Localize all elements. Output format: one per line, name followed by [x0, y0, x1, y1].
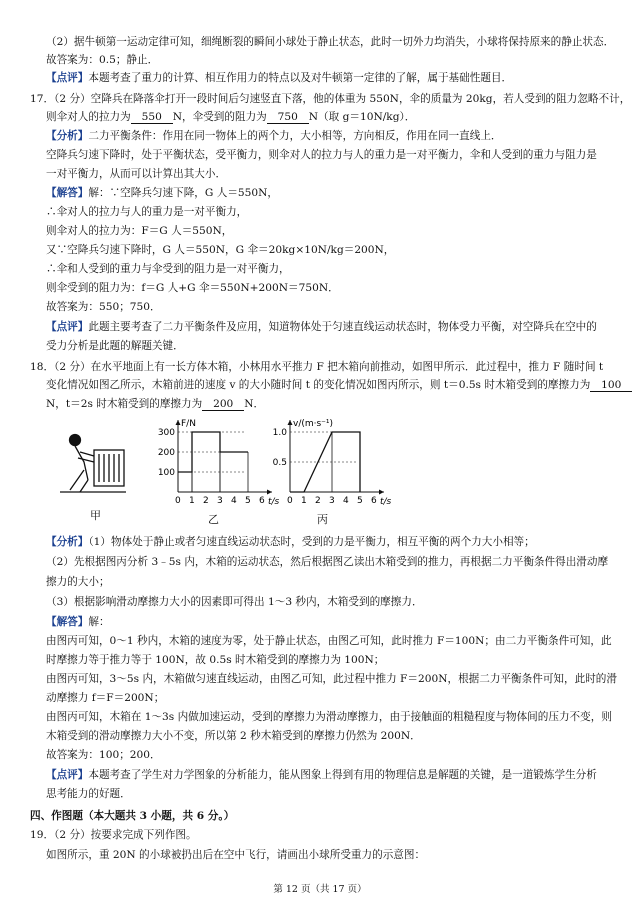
box-slats: [99, 454, 119, 482]
q18-jieda-6: 木箱受到的滑动摩擦力大小不变，所以第 2 秒木箱受到的摩擦力仍然为 200N．: [46, 730, 421, 742]
q17-jieda-5: ∴伞和人受到的重力与伞受到的阻力是一对平衡力，: [46, 263, 290, 275]
q16-answer: 故答案为：0.5；静止．: [46, 54, 159, 66]
data-series-line: [178, 432, 248, 472]
q17-comment-1: 【点评】此题主要考查了二力平衡条件及应用，知道物体处于匀速直线运动状态时，物体受力平衡，对空降兵在空中的: [46, 321, 597, 333]
y-axis-arrow: [288, 420, 293, 425]
figure-jia-label: 甲: [90, 509, 101, 522]
figure-bing-label: 丙: [317, 513, 328, 526]
y-axis-label: F/N: [181, 419, 196, 429]
person-body: [75, 446, 88, 480]
y-axis-label: v/(m·s⁻¹): [293, 419, 334, 429]
q17-blank-1: 550: [131, 111, 173, 124]
x-tick-label: 1: [189, 496, 195, 506]
q18-jieda-0: 【解答】解：: [46, 616, 110, 628]
figure-yi-label: 乙: [208, 513, 219, 526]
x-tick-label: 2: [315, 496, 321, 506]
y-tick-label: 100: [157, 468, 175, 478]
q18-fenxi-2: （2）先根据图丙分析 3﹣5s 内，木箱的运动状态，然后根据图乙读出木箱受到的推力，再根据二力平衡条件得出滑动摩: [46, 556, 609, 568]
q17-comment-2: 受力分析是此题的解题关键．: [46, 340, 184, 352]
q17-stem-line1: 17．（2 分）空降兵在降落伞打开一段时间后匀速竖直下落，他的体重为 550N，伞的质量为 20kg，若人受到的阻力忽略不计，: [30, 93, 631, 105]
q18-fenxi-1: 【分析】（1）物体处于静止或者匀速直线运动状态时，受到的力是平衡力，相互平衡的两个力大小相等；: [46, 536, 535, 548]
q18-answer: 故答案为：100；200．: [46, 749, 161, 761]
data-series-line: [290, 432, 360, 492]
q18-jieda-3: 由图丙可知，3～5s 内，木箱做匀速直线运动，由图乙可知，此过程中推力 F＝200N，根据二力平衡条件可知，此时的滑: [46, 673, 617, 685]
y-tick-label: 200: [157, 448, 175, 458]
x-axis-label: t/s: [380, 497, 392, 507]
q16-comment: 【点评】本题考查了重力的计算、相互作用力的特点以及对牛顿第一定律的了解，属于基础性题目．: [46, 72, 513, 84]
figure-jia-push-box: [58, 432, 128, 500]
x-tick-label: 3: [329, 496, 335, 506]
person-arms: [78, 452, 94, 462]
x-axis-arrow: [379, 490, 384, 495]
q18-stem-line2: 变化情况如图乙所示，木箱前进的速度 v 的大小随时间 t 的变化情况如图丙所示，则 t＝0.5s 时木箱受到的摩擦力为 100: [46, 378, 632, 392]
x-tick-label: 6: [371, 496, 377, 506]
page-footer: 第 12 页（共 17 页）: [273, 884, 367, 895]
q17-jieda-2: ∴伞对人的拉力与人的重力是一对平衡力，: [46, 206, 248, 218]
section-4-heading: 四、作图题（本大题共 3 小题，共 6 分。）: [30, 810, 235, 822]
q18-stem-line3: N，t＝2s 时木箱受到的摩擦力为 200 N．: [46, 398, 265, 410]
q17-stem-line2: 则伞对人的拉力为 550 N，伞受到的阻力为 750 N（取 g＝10N/kg）．: [46, 111, 416, 123]
q18-blank-1: 100: [590, 379, 632, 392]
x-tick-label: 0: [287, 496, 293, 506]
x-tick-label: 3: [217, 496, 223, 506]
q17-jieda-4: 又∵空降兵匀速下降时，G 人＝550N，G 伞＝20kg×10N/kg＝200N，: [46, 244, 395, 256]
q17-jieda-1: 【解答】解：∵空降兵匀速下降，G 人＝550N，: [46, 187, 279, 199]
q17-fenxi-2: 空降兵匀速下降时，处于平衡状态，受平衡力，则伞对人的拉力与人的重力是一对平衡力，伞和人受到的重力与阻力是: [46, 149, 597, 161]
q17-jieda-6: 则伞受到的阻力为：f＝G 人+G 伞＝550N+200N＝750N．: [46, 282, 339, 294]
person-legs: [70, 470, 88, 492]
x-tick-label: 5: [357, 496, 363, 506]
q19-stem-line2: 如图所示，重 20N 的小球被扔出后在空中飞行，请画出小球所受重力的示意图：: [46, 849, 426, 861]
q18-jieda-5: 由图丙可知，木箱在 1～3s 内做加速运动，受到的摩擦力为滑动摩擦力，由于接触面的粗糙程度与物体间的压力不变，则: [46, 711, 612, 723]
jieda-tag: 【解答】: [46, 187, 89, 199]
fenxi-tag: 【分析】: [46, 536, 89, 548]
q18-comment-2: 思考能力的好题．: [46, 788, 131, 800]
comment-tag: 【点评】: [46, 769, 89, 781]
fenxi-tag: 【分析】: [46, 130, 89, 142]
q16-analysis-2: （2）据牛顿第一运动定律可知，细绳断裂的瞬间小球处于静止状态，此时一切外力均消失，小球将保持原来的静止状态．: [46, 36, 615, 48]
q18-jieda-2: 时摩擦力等于推力等于 100N，故 0.5s 时木箱受到的摩擦力为 100N；: [46, 654, 385, 666]
jieda-tag: 【解答】: [46, 616, 89, 628]
figure-yi-force-chart: [150, 416, 280, 510]
q18-stem-line1: 18．（2 分）在水平地面上有一长方体木箱，小林用水平推力 F 把木箱向前推动，如图甲所示．此过程中，推力 F 随时间 t: [30, 361, 604, 373]
x-tick-label: 4: [343, 496, 349, 506]
q18-fenxi-4: （3）根据影响滑动摩擦力大小的因素即可得出 1～3 秒内，木箱受到的摩擦力．: [46, 596, 423, 608]
q18-blank-2: 200: [202, 398, 244, 411]
y-tick-label: 300: [157, 428, 175, 438]
x-tick-label: 0: [175, 496, 181, 506]
q17-blank-2: 750: [267, 111, 309, 124]
figure-bing-velocity-chart: [262, 416, 392, 510]
x-tick-label: 1: [301, 496, 307, 506]
q17-jieda-3: 则伞对人的拉力为：F＝G 人＝550N，: [46, 225, 233, 237]
y-tick-label: 0.5: [272, 458, 287, 468]
y-tick-label: 1.0: [272, 428, 287, 438]
comment-tag: 【点评】: [46, 321, 89, 333]
x-tick-label: 5: [245, 496, 251, 506]
person-head: [70, 435, 81, 446]
x-tick-label: 4: [231, 496, 237, 506]
q17-fenxi-1: 【分析】二力平衡条件：作用在同一物体上的两个力，大小相等，方向相反，作用在同一直线上．: [46, 130, 502, 142]
x-tick-label: 2: [203, 496, 209, 506]
q18-comment-1: 【点评】本题考查了学生对力学图象的分析能力，能从图象上得到有用的物理信息是解题的关键，是一道锻炼学生分析: [46, 769, 597, 781]
comment-tag: 【点评】: [46, 72, 89, 84]
q18-fenxi-3: 擦力的大小；: [46, 576, 110, 588]
x-axis-label: t/s: [268, 497, 280, 507]
x-tick-label: 6: [259, 496, 265, 506]
q17-fenxi-3: 一对平衡力，从而可以计算出其大小．: [46, 168, 227, 180]
q17-answer: 故答案为：550；750．: [46, 301, 161, 313]
q18-jieda-4: 动摩擦力 f＝F＝200N；: [46, 692, 165, 704]
q19-stem-line1: 19．（2 分）按要求完成下列作图。: [30, 829, 197, 841]
q18-jieda-1: 由图丙可知，0～1 秒内，木箱的速度为零，处于静止状态，由图乙可知，此时推力 F＝100N；由二力平衡条件可知，此: [46, 635, 612, 647]
y-axis-arrow: [176, 420, 181, 425]
